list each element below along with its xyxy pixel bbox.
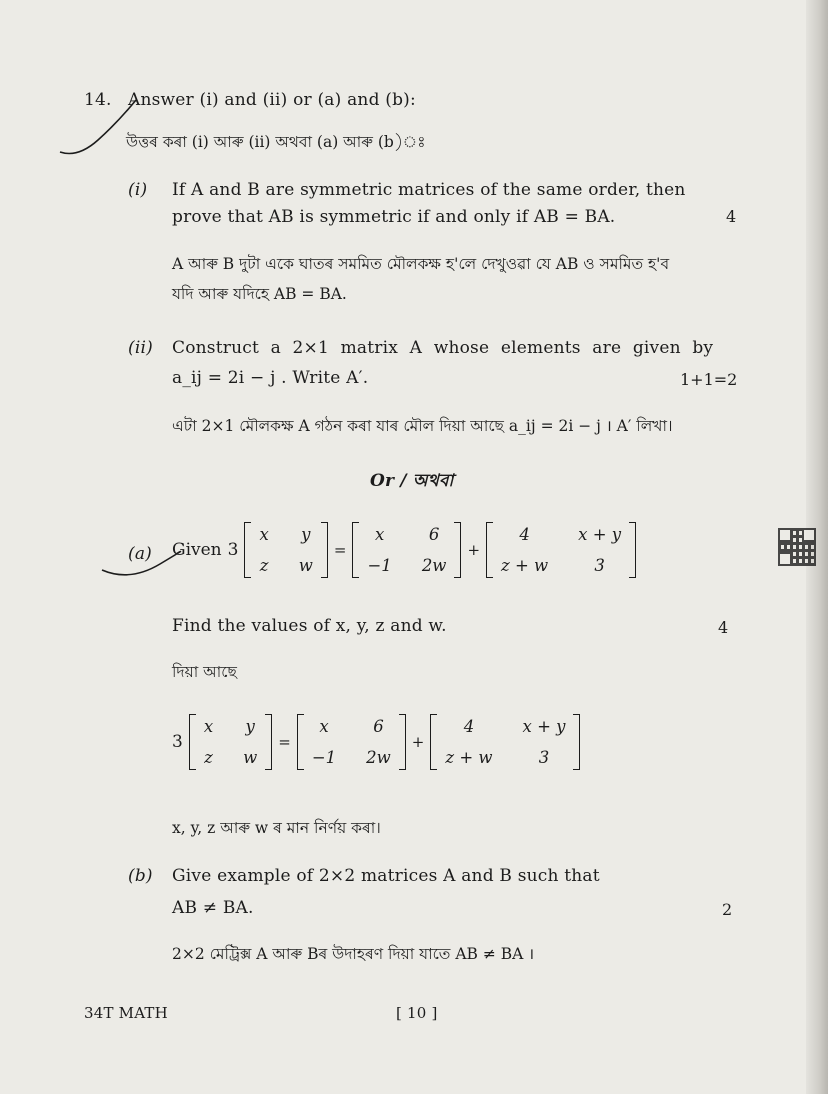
question-heading-bn: উত্তৰ কৰা (i) আৰু (ii) অথবা (a) আৰু (b)ঃ	[126, 133, 426, 151]
part-b-bn-line: 2×2 মেট্ৰিক্স A আৰু Bৰ উদাহৰণ দিয়া যাতে AB ≠ BA ।	[172, 945, 535, 963]
qr-code	[778, 528, 816, 566]
part-i-text-line2: prove that AB is symmetric if and only if AB = BA.	[172, 207, 616, 227]
part-ii-text-line2: a_ij = 2i − j . Write A′.	[172, 368, 369, 388]
or-divider: Or / অথবা	[370, 471, 454, 491]
part-b-text-line1: Give example of 2×2 matrices A and B such that	[172, 866, 600, 886]
part-a-find-en: Find the values of x, y, z and w.	[172, 616, 447, 636]
coefficient: 3	[227, 540, 239, 560]
part-ii-bn-line: এটা 2×1 মৌলকক্ষ A গঠন কৰা যাৰ মৌল দিয়া আছে a_ij = 2i − j । A′ লিখা।	[172, 417, 673, 435]
given-word: Given	[172, 540, 222, 560]
equals-sign: =	[333, 541, 347, 559]
given-equation-bn: 3 x y z w = x 6 −1 2w + 4 x + y z + w 3	[172, 714, 580, 770]
pen-underline-mark	[100, 554, 180, 584]
part-a-given-bn: দিয়া আছে	[172, 663, 237, 681]
plus-sign: +	[467, 541, 481, 559]
footer-paper-code: 34T MATH	[84, 1004, 168, 1022]
part-ii-label: (ii)	[128, 338, 153, 358]
part-i-label: (i)	[128, 180, 148, 200]
question-heading-en: Answer (i) and (ii) or (a) and (b):	[128, 90, 416, 110]
part-i-bn-line2: যদি আৰু যদিহে AB = BA.	[172, 285, 347, 303]
part-b-marks: 2	[722, 900, 733, 919]
part-a-find-bn: x, y, z আৰু w ৰ মান নিৰ্ণয় কৰা।	[172, 819, 381, 837]
given-equation	[172, 522, 636, 578]
part-b-text-line2: AB ≠ BA.	[172, 898, 254, 918]
part-a-label: (a)	[128, 544, 152, 564]
question-number: 14.	[84, 90, 112, 110]
part-i-marks: 4	[726, 207, 737, 226]
part-ii-text-line1: Construct a 2×1 matrix A whose elements are given by	[172, 338, 714, 358]
part-b-label: (b)	[128, 866, 153, 886]
matrix-second: x 6 −1 2w	[352, 522, 461, 578]
part-i-bn-line1: A আৰু B দুটা একে ঘাতৰ সমমিত মৌলকক্ষ হ'লে দেখুওৱা যে AB ও সমমিত হ'ব	[172, 255, 670, 273]
part-i-text-line1: If A and B are symmetric matrices of the same order, then	[172, 180, 686, 200]
footer-page-number: [ 10 ]	[396, 1004, 438, 1022]
part-ii-marks: 1+1=2	[680, 370, 738, 389]
matrix-third: 4 x + y z + w 3	[486, 522, 636, 578]
matrix-xyzw: x y z w	[244, 522, 327, 578]
part-a-marks: 4	[718, 618, 729, 637]
pen-tick-mark	[58, 100, 138, 160]
